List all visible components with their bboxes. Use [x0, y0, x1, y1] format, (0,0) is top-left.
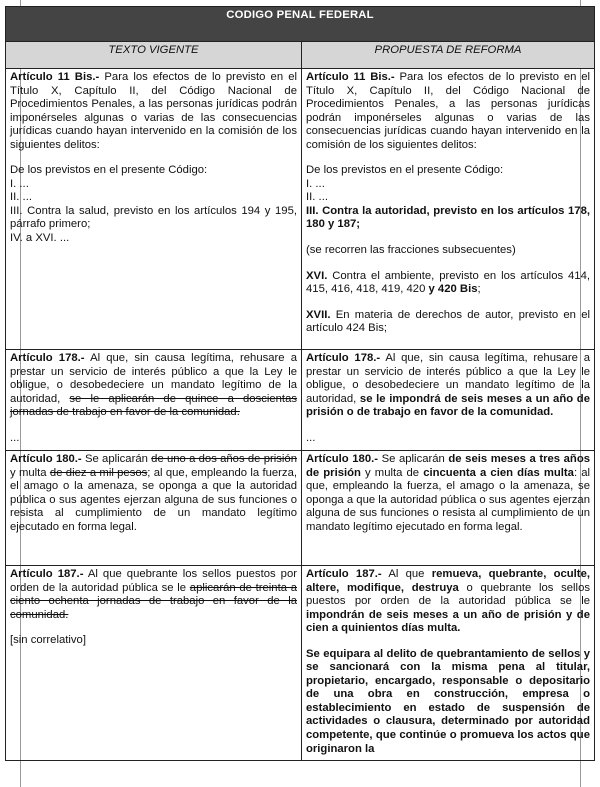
- article-text: Se aplicarán: [378, 453, 449, 465]
- article-text: Para los efectos de lo previsto en el Título X, Capítulo II, del Código Nacional de Procedimientos Penales, a las personas jurídicas podrán imponérseles algunas o varias de las consecuencias jurídicas cuando hayan intervenido en la comisión de los siguientes delitos:: [10, 71, 297, 151]
- article-text: ; al que, empleando la fuerza, el amago o la amenaza, se oponga a que la autoridad pública o sus agentes ejerzan alguna de sus funciones o resista al cumplimiento de un mandato legítimo ejecutado en forma legal.: [10, 466, 297, 533]
- article-heading: Artículo 180.-: [10, 453, 82, 465]
- table-title-row: [6, 7, 595, 42]
- article-text: y multa de: [360, 466, 424, 479]
- fraction-text-bold: y 420 Bis: [428, 283, 478, 296]
- ellipsis: ...: [306, 431, 316, 444]
- column-header-current: TEXTO VIGENTE: [6, 42, 302, 69]
- article-text: Se aplicarán: [81, 453, 152, 465]
- cell-current-art187: [6, 566, 302, 761]
- table-row: [6, 69, 595, 350]
- comparison-table: [5, 6, 595, 761]
- list-item: I. ...: [10, 177, 29, 190]
- article-heading: Artículo 11 Bis.-: [10, 71, 100, 83]
- article-heading: Artículo 180.-: [306, 453, 379, 465]
- article-text: Al que, sin causa legítima, rehusare a prestar un servicio de interés público a que la Ley le obligue, o desobedeciere un mandato legítimo de la autoridad,: [306, 352, 590, 405]
- bold-text: de seis meses a tres años de prisión: [306, 453, 590, 479]
- fraction-number: XVII.: [306, 308, 331, 321]
- article-heading: Artículo 178.-: [306, 352, 381, 364]
- article-text: : al que, empleando la fuerza, el amago o la amenaza, se oponga a que la autoridad pública o sus agentes ejerzan alguna de sus funciones o resista al cumplimiento de un mandato legítimo ejecutado en forma legal.: [306, 466, 590, 533]
- article-text: Al que: [381, 568, 432, 580]
- table-row: [6, 451, 595, 566]
- fraction-text: ;: [477, 283, 481, 296]
- article-heading: Artículo 187.-: [10, 568, 84, 580]
- table-title: CODIGO PENAL FEDERAL: [6, 7, 595, 42]
- list-intro: De los previstos en el presente Código:: [306, 164, 504, 177]
- list-item: III. Contra la salud, previsto en los artículos 194 y 195, párrafo primero;: [10, 204, 297, 231]
- article-text: Para los efectos de lo previsto en el Título X, Capítulo II, del Código Nacional de Procedimientos Penales, a las personas jurídicas podrán imponérseles algunas o varias de las consecuencias jurídicas cuando hayan intervenido en la comisión de los siguientes delitos:: [306, 71, 590, 151]
- column-header-proposal: PROPUESTA DE REFORMA: [302, 42, 595, 69]
- bold-text: impondrán de seis meses a un año de prisión y de cien a quinientos días multa.: [306, 608, 590, 635]
- article-text: Al que quebrante los sellos puestos por orden de la autoridad pública se le: [10, 568, 297, 594]
- cell-current-art178: [6, 350, 302, 451]
- cell-proposal-art11: [302, 69, 595, 350]
- renumber-note: (se recorren las fracciones subsecuentes): [306, 244, 516, 257]
- bold-text: se le impondrá de seis meses a un año de prisión o de trabajo en favor de la comunidad.: [306, 392, 590, 419]
- article-text: y multa: [10, 466, 50, 479]
- fraction-text: En materia de derechos de autor, previsto en el artículo 424 Bis;: [306, 308, 590, 335]
- article-heading: Artículo 187.-: [306, 568, 382, 580]
- fraction-number: XVI.: [306, 269, 328, 282]
- table-row: [6, 566, 595, 761]
- ellipsis: ...: [10, 431, 20, 444]
- cell-proposal-art178: [302, 350, 595, 451]
- article-heading: Artículo 11 Bis.-: [306, 71, 395, 83]
- bold-paragraph: Se equipara al delito de quebrantamiento de sellos y se sancionará con la misma pena al titular, propietario, encargado, responsable o depositario de una obra en construcción, empresa o establecimiento en estado de suspensión de actividades o clausura, determinado por autoridad competente, que continúe o promueva los actos que originaron la: [306, 647, 590, 755]
- struck-text: de uno a dos años de prisión: [151, 453, 297, 465]
- no-correlative-note: [sin correlativo]: [10, 634, 86, 647]
- list-item: I. ...: [306, 177, 325, 190]
- struck-text: de diez a mil pesos: [49, 466, 148, 479]
- cell-current-art11: [6, 69, 302, 350]
- bold-text: cincuenta a cien días multa: [423, 466, 574, 479]
- cell-proposal-art187: [302, 566, 595, 761]
- article-text: o quebrante los sellos puestos por orden de la autoridad pública se le: [306, 581, 590, 608]
- article-heading: Artículo 178.-: [10, 352, 85, 364]
- article-text: Al que, sin causa legítima, rehusare a prestar un servicio de interés público a que la Ley le obligue, o desobedeciere un mandato legítimo de la autoridad,: [10, 352, 297, 405]
- fraction-text: Contra el ambiente, previsto en los artículos 414, 415, 416, 418, 419, 420: [306, 269, 590, 296]
- cell-current-art180: [6, 451, 302, 566]
- list-item-bold: III. Contra la autoridad, previsto en los artículos 178, 180 y 187;: [306, 204, 590, 231]
- list-item: II. ...: [10, 191, 32, 204]
- list-item: II. ...: [306, 191, 328, 204]
- list-item: IV. a XVI. ...: [10, 232, 70, 245]
- column-header-row: [6, 42, 595, 69]
- bold-text: remueva, quebrante, oculte, altere, modifique, destruya: [306, 568, 590, 594]
- struck-text: se le aplicarán de quince a doscientas jornadas de trabajo en favor de la comunidad.: [10, 392, 298, 419]
- table-row: [6, 350, 595, 451]
- list-intro: De los previstos en el presente Código:: [10, 164, 208, 177]
- struck-text: aplicarán de treinta a ciento ochenta jornadas de trabajo en favor de la comunidad.: [10, 581, 297, 621]
- cell-proposal-art180: [302, 451, 595, 566]
